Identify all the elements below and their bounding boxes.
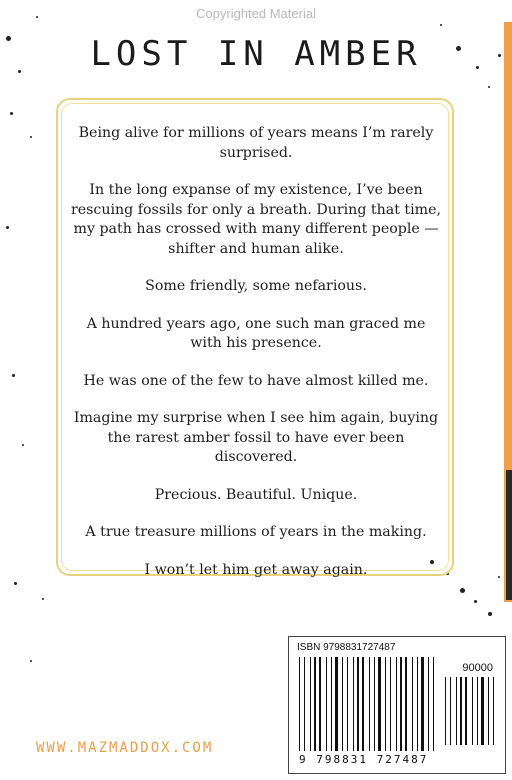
isbn-label: ISBN 9798831727487 (297, 642, 396, 653)
ink-dot (488, 612, 492, 616)
ink-dot (30, 660, 32, 662)
ink-dot (12, 374, 15, 377)
ink-dot (30, 136, 32, 138)
blurb-paragraph: In the long expanse of my existence, I’ve been rescuing fossils for only a breath. During that time, my path has crossed with many different people — shifter and human alike. (70, 182, 442, 257)
author-website: WWW.MAZMADDOX.COM (36, 740, 214, 756)
ink-dot (498, 576, 500, 578)
blurb-paragraph: Precious. Beautiful. Unique. (154, 486, 358, 503)
spine-dark-edge (506, 470, 512, 600)
ink-dot (42, 598, 44, 600)
ink-dot (36, 16, 38, 18)
blurb-paragraph: I won’t let him get away again. (144, 561, 368, 578)
ink-dot (22, 444, 24, 446)
ink-dot (440, 24, 442, 26)
ink-dot (6, 226, 9, 229)
blurb-paragraph: A hundred years ago, one such man graced me with his presence. (86, 315, 426, 351)
blurb-paragraph: He was one of the few to have almost killed me. (83, 372, 429, 389)
blurb-paragraph: A true treasure millions of years in the making. (85, 524, 427, 540)
price-code: 90000 (462, 662, 493, 674)
ink-dot (488, 86, 490, 88)
ink-dot (10, 112, 13, 115)
blurb-paragraph: Imagine my surprise when I see him again, buying the rarest amber fossil to have ever been discovered. (73, 410, 439, 465)
blurb-paragraph: Some friendly, some nefarious. (145, 278, 367, 294)
watermark: Copyrighted Material (196, 6, 316, 21)
ink-dot (460, 588, 465, 593)
barcode-number: 9 798831 727487 (299, 753, 429, 766)
ink-dot (14, 582, 17, 585)
barcode-box (288, 636, 506, 774)
ink-dot (474, 600, 477, 603)
blurb-paragraph: Being alive for millions of years means I’m rarely surprised. (78, 125, 434, 161)
book-title: LOST IN AMBER (90, 34, 422, 74)
blurb (70, 124, 442, 598)
